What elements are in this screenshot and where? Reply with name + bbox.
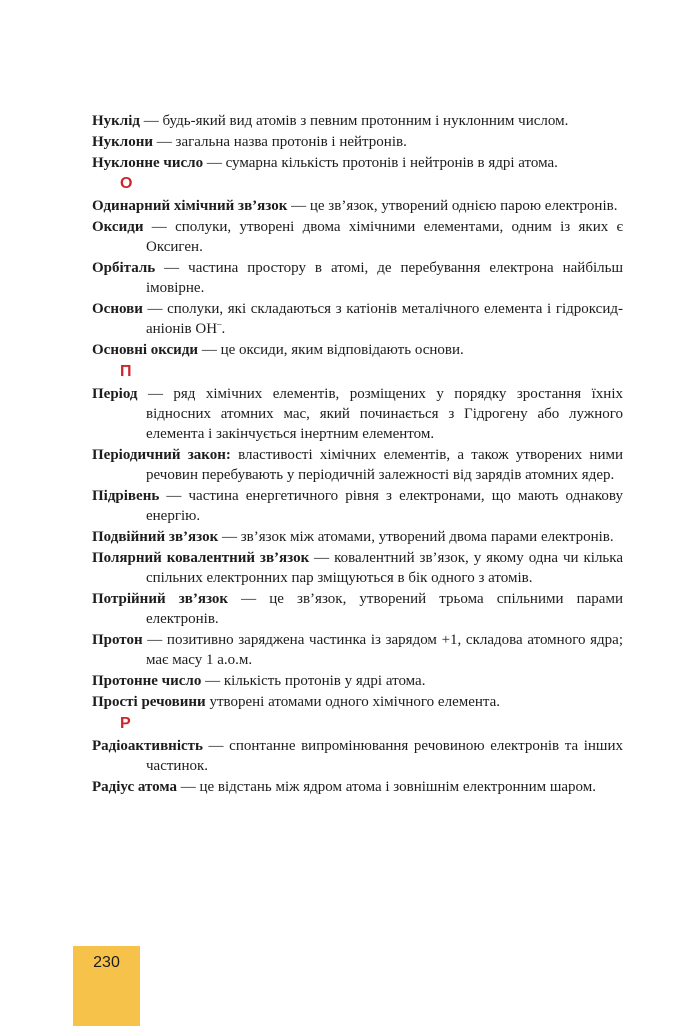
glossary-entry [92, 692, 623, 712]
glossary-entry [92, 111, 623, 131]
glossary-definition: утворені атомами одного хімічного елемента. [205, 694, 501, 710]
glossary-entry [92, 589, 623, 629]
glossary-term: Нуклони [92, 134, 154, 150]
glossary-definition: — це оксиди, яким відповідають основи. [198, 342, 464, 358]
glossary-term: Протонне число [92, 673, 202, 689]
glossary-entry [92, 299, 623, 339]
glossary-definition: — частина енергетичного рівня з електронами, що мають однакову енергію. [146, 488, 623, 524]
glossary-entry [92, 527, 623, 547]
glossary-entry [92, 777, 623, 797]
glossary-definition: — частина простору в атомі, де перебування електрона найбільш імовірне. [146, 260, 623, 296]
glossary-term: Одинарний хімічний зв’язок [92, 198, 288, 214]
glossary-entry [92, 153, 623, 173]
glossary-entry [92, 196, 623, 216]
glossary-entry [92, 217, 623, 257]
glossary-entry [92, 630, 623, 670]
definition-end: . [221, 321, 226, 337]
glossary-definition: — ковалентний зв’язок, у якому одна чи кілька спільних електронних пар зміщуються в бік одного з атомів. [146, 550, 623, 586]
glossary-term: Оксиди [92, 219, 144, 235]
glossary-definition: — це зв’язок, утворений трьома спільними парами електронів. [146, 591, 623, 627]
glossary-term: Періодичний закон: [92, 447, 231, 463]
superscript-charge: – [217, 319, 222, 329]
glossary-term: Основні оксиди [92, 342, 199, 358]
glossary-definition: — загальна назва протонів і нейтронів. [153, 134, 407, 150]
glossary-definition: — ряд хімічних елементів, розміщених у порядку зростання їхніх відносних атомних мас, який починається з Гідрогену або лужного елемента і закінчується інертним елементом. [137, 386, 623, 442]
glossary-entry [92, 340, 623, 360]
glossary-term: Нуклонне число [92, 155, 204, 171]
glossary-definition: — зв’язок між атомами, утворений двома парами електронів. [218, 529, 614, 545]
glossary-term: Орбіталь [92, 260, 156, 276]
glossary-entry [92, 736, 623, 776]
glossary-term: Прості речовини [92, 694, 206, 710]
glossary-definition: властивості хімічних елементів, а також утворених ними речовин перебувають у періодичній залежності від зарядів атомних ядер. [146, 447, 623, 483]
glossary-definition: — сполуки, які складаються з катіонів металічного елемента і гідроксид-аніонів OH [142, 301, 623, 337]
glossary-term: Потрійний зв’язок [92, 591, 229, 607]
glossary-definition: — сполуки, утворені двома хімічними елементами, одним із яких є Оксиген. [143, 219, 623, 255]
glossary-definition: — позитивно заряджена частинка із зарядом +1, складова атомного ядра; має масу 1 а.о.м. [142, 632, 623, 668]
glossary-definition: — будь-який вид атомів з певним протонним і нуклонним числом. [139, 113, 569, 129]
section-letter: П [120, 363, 132, 380]
glossary-term: Підрівень [92, 488, 160, 504]
glossary-content [92, 111, 623, 798]
glossary-definition: — кількість протонів у ядрі атома. [201, 673, 426, 689]
section-letter: Р [120, 715, 131, 732]
glossary-term: Період [92, 386, 138, 402]
glossary-term: Подвійний зв’язок [92, 529, 219, 545]
page-number-tab [73, 946, 140, 1026]
glossary-term: Нуклід [92, 113, 140, 129]
glossary-term: Протон [92, 632, 143, 648]
glossary-term: Радіоактивність [92, 738, 203, 754]
page-number: 230 [93, 954, 120, 971]
glossary-entry [92, 445, 623, 485]
glossary-term: Полярний ковалентний зв’язок [92, 550, 310, 566]
glossary-entry [92, 384, 623, 444]
glossary-entry [92, 258, 623, 298]
glossary-term: Основи [92, 301, 143, 317]
glossary-entry [92, 132, 623, 152]
glossary-entry [92, 486, 623, 526]
glossary-entry [92, 671, 623, 691]
glossary-definition: — це зв’язок, утворений однією парою електронів. [287, 198, 618, 214]
glossary-term: Радіус атома [92, 779, 177, 795]
section-letter: О [120, 175, 133, 192]
glossary-definition: — це відстань між ядром атома і зовнішнім електронним шаром. [176, 779, 597, 795]
glossary-definition: — спонтанне випромінювання речовиною електронів та інших частинок. [146, 738, 623, 774]
glossary-entry [92, 548, 623, 588]
glossary-definition: — сумарна кількість протонів і нейтронів в ядрі атома. [203, 155, 558, 171]
